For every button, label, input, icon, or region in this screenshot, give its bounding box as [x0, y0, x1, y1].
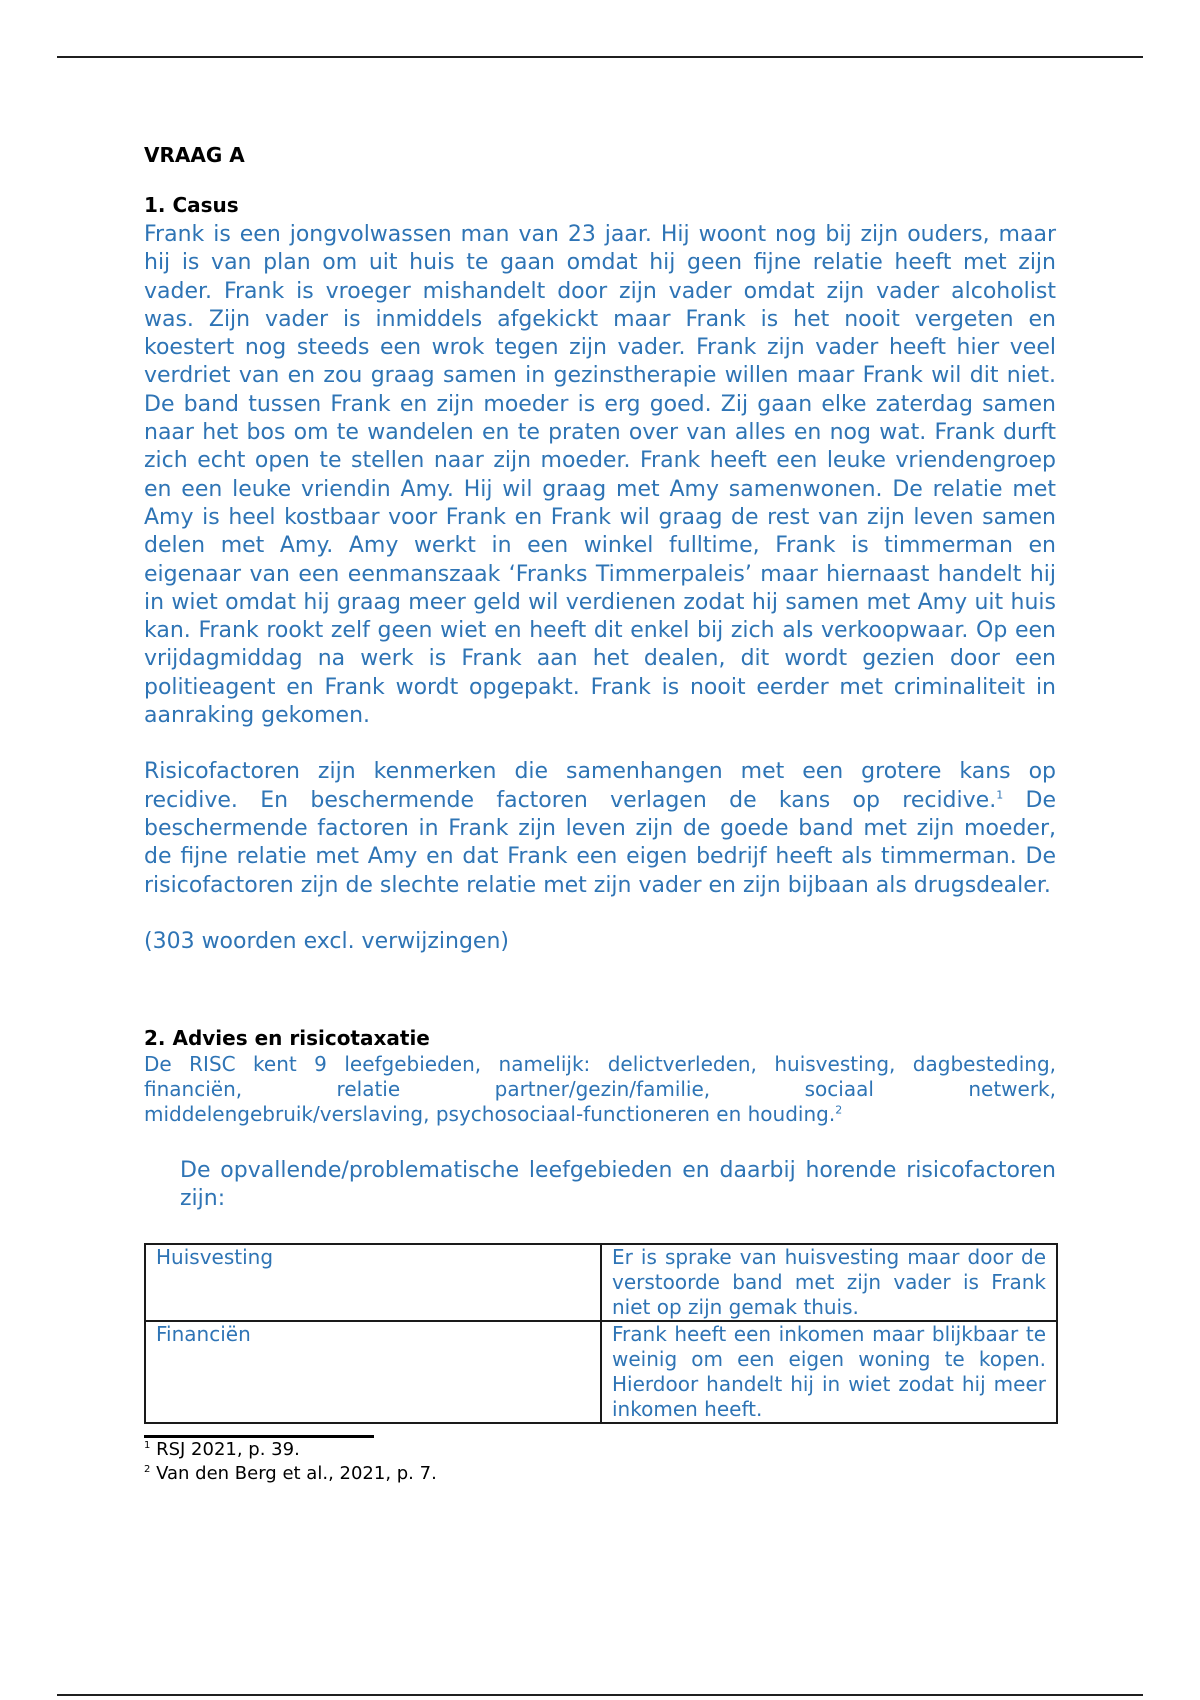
casus-paragraph: Frank is een jongvolwassen man van 23 jaar. Hij woont nog bij zijn ouders, maar hij is van plan om uit huis te gaan omdat hij geen fijne relatie heeft met zijn vader. Frank is vroeger mishandelt door zijn vader omdat zijn vader alcoholist was. Zijn vader is inmiddels afgekickt maar Frank is het nooit vergeten en koestert nog steeds een wrok tegen zijn vader. Frank zijn vader heeft hier veel verdriet van en zou graag samen in gezinstherapie willen maar Frank wil dit niet. De band tussen Frank en zijn moeder is erg goed. Zij gaan elke zaterdag samen naar het bos om te wandelen en te praten over van alles en nog wat. Frank durft zich echt open te stellen naar zijn moeder. Frank heeft een leuke vriendengroep en een leuke vriendin Amy. Hij wil graag met Amy samenwonen. De relatie met Amy is heel kostbaar voor Frank en Frank wil graag de rest van zijn leven samen delen met Amy. Amy werkt in een winkel fulltime, Frank is timmerman en eigenaar van een eenmanszaak ‘Franks Timmerpaleis’ maar hiernaast handelt hij in wiet omdat hij graag meer geld wil verdienen zodat hij samen met Amy uit huis kan. Frank rookt zelf geen wiet en heeft dit enkel bij zich als verkoopwaar. Op een vrijdagmiddag na werk is Frank aan het dealen, dit wordt gezien door een politieagent en Frank wordt opgepakt. Frank is nooit eerder met criminaliteit in aanraking gekomen.	[144, 222, 1056, 729]
footnote-text: Van den Berg et al., 2021, p. 7.	[150, 1462, 437, 1484]
risk-factors-text-a: Risicofactoren zijn kenmerken die samenhangen met een grotere kans op recidive. En beschermende factoren verlagen de kans op recidive.	[144, 759, 1056, 813]
table-cell-factor: Er is sprake van huisvesting maar door de verstoorde band met zijn vader is Frank niet op zijn gemak thuis.	[601, 1244, 1057, 1321]
risc-paragraph-line2	[144, 1102, 1056, 1127]
risc-paragraph-line1: De RISC kent 9 leefgebieden, namelijk: delictverleden, huisvesting, dagbesteding, financiën, relatie partner/gezin/familie, sociaal netwerk,	[144, 1051, 1056, 1101]
footnote-2	[144, 1462, 1056, 1486]
table-cell-area: Financiën	[145, 1321, 601, 1423]
footnote-1	[144, 1438, 1056, 1462]
table-cell-area: Huisvesting	[145, 1244, 601, 1321]
risk-factors-paragraph	[144, 758, 1056, 899]
footnote-number: 1	[144, 1439, 151, 1451]
table-row	[145, 1244, 1057, 1321]
question-heading: VRAAG A	[144, 143, 245, 167]
table-row	[145, 1321, 1057, 1423]
footnote-ref-1[interactable]: 1	[996, 788, 1004, 802]
risc-text: middelengebruik/verslaving, psychosociaal-functioneren en houding.	[144, 1101, 836, 1126]
footer-rule	[57, 1694, 1143, 1696]
header-rule	[57, 56, 1143, 58]
risk-areas-table	[144, 1243, 1058, 1424]
footnote-number: 2	[144, 1463, 151, 1475]
risk-areas-intro: De opvallende/problematische leefgebieden en daarbij horende risicofactoren zijn:	[180, 1157, 1056, 1211]
advice-heading: 2. Advies en risicotaxatie	[144, 1025, 430, 1050]
advice-section	[144, 1026, 1056, 1486]
table-cell-factor: Frank heeft een inkomen maar blijkbaar te weinig om een eigen woning te kopen. Hierdoor handelt hij in wiet zodat hij meer inkomen heeft.	[601, 1321, 1057, 1423]
word-count: (303 woorden excl. verwijzingen)	[144, 928, 509, 954]
document-page	[144, 143, 1056, 1486]
footnote-text: RSJ 2021, p. 39.	[150, 1438, 300, 1460]
casus-heading: 1. Casus	[144, 193, 239, 217]
footnote-ref-2[interactable]: 2	[835, 1103, 843, 1117]
risk-factors-text-b: De beschermende factoren in Frank zijn leven zijn de goede band met zijn moeder, de fijne relatie met Amy en dat Frank een eigen bedrijf heeft als timmerman. De risicofactoren zijn de slechte relatie met zijn vader en zijn bijbaan als drugsdealer.	[144, 787, 1056, 898]
